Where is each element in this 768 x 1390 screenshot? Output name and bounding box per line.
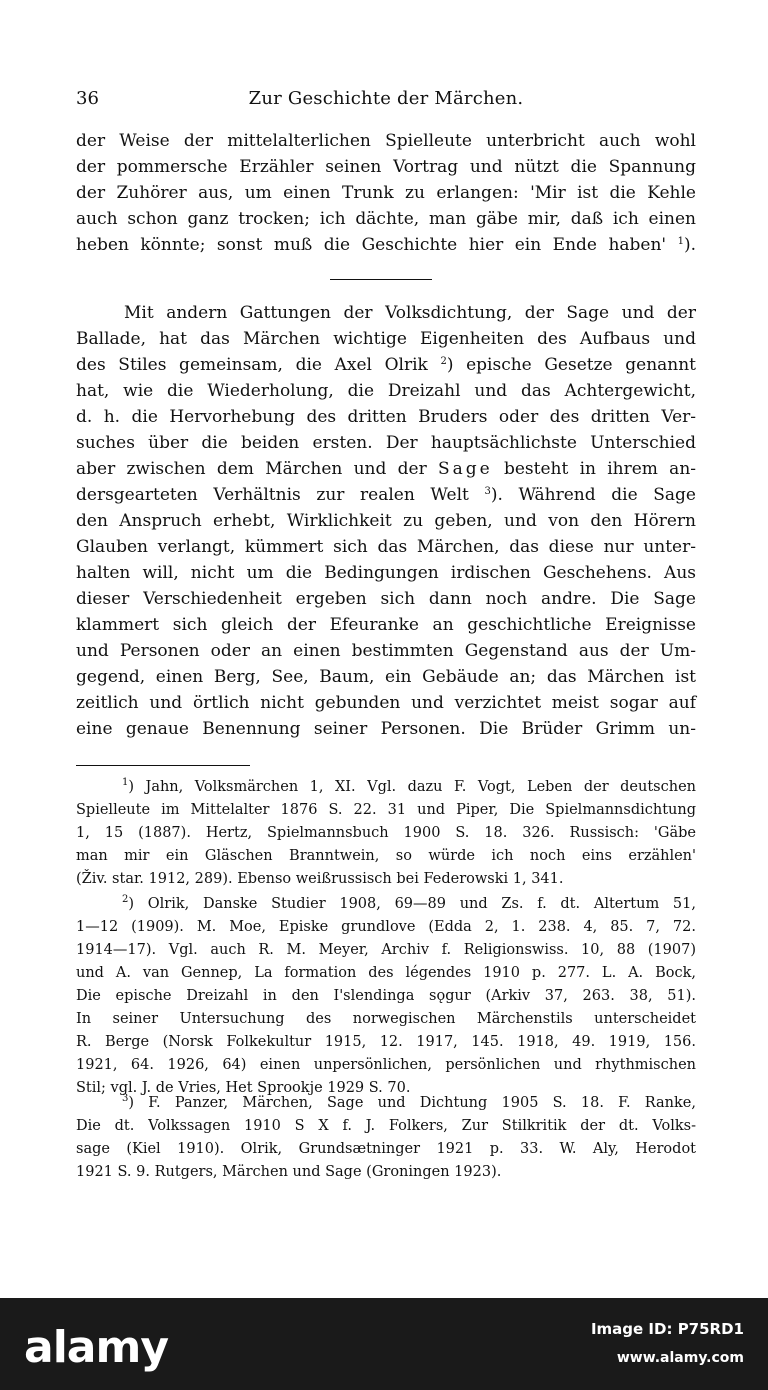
- paragraph-2-line: hat, wie die Wiederholung, die Dreizahl und das Achtergewicht,: [76, 381, 696, 401]
- footnote-1-line: man mir ein Gläschen Branntwein, so würde ich noch eins erzählen': [76, 848, 696, 864]
- footnote-2-mark: 2: [122, 894, 129, 905]
- paragraph-2-line: [76, 352, 696, 378]
- footnote-2-line: [76, 893, 696, 916]
- spaced-word-sage: Sage: [437, 459, 493, 479]
- running-title: Zur Geschichte der Märchen.: [248, 88, 524, 109]
- footnote-rule: [76, 765, 250, 766]
- text-run: ) epische Gesetze genannt: [446, 355, 697, 375]
- footnote-2-line: In seiner Untersuchung des norwegischen Märchenstils unterscheidet: [76, 1011, 696, 1027]
- footnote-2-line: 1914—17). Vgl. auch R. M. Meyer, Archiv f. Religionswiss. 10, 88 (1907): [76, 942, 696, 958]
- page-number: 36: [76, 88, 99, 109]
- paragraph-2-line: zeitlich und örtlich nicht gebunden und verzichtet meist sogar auf: [76, 693, 696, 713]
- text-run: ) Olrik, Danske Studier 1908, 69—89 und Zs. f. dt. Altertum 51,: [128, 896, 696, 912]
- paragraph-2-line: [76, 482, 696, 508]
- paragraph-2-line: halten will, nicht um die Bedingungen irdischen Geschehens. Aus: [76, 563, 696, 583]
- footnote-3-line: 1921 S. 9. Rutgers, Märchen und Sage (Groningen 1923).: [76, 1164, 502, 1180]
- paragraph-2-line: d. h. die Hervorhebung des dritten Bruders oder des dritten Ver-: [76, 407, 696, 427]
- text-run: heben könnte; sonst muß die Geschichte hier ein Ende haben': [76, 235, 667, 255]
- footnote-ref-3: 3: [484, 486, 491, 497]
- text-run: ). Während die Sage: [490, 485, 696, 505]
- text-run: ) F. Panzer, Märchen, Sage und Dichtung 1905 S. 18. F. Ranke,: [128, 1095, 696, 1111]
- paragraph-2-line: und Personen oder an einen bestimmten Gegenstand aus der Um-: [76, 641, 696, 661]
- paragraph-2-line: suches über die beiden ersten. Der hauptsächlichste Unterschied: [76, 433, 696, 453]
- text-run: dersgearteten Verhältnis zur realen Welt: [76, 485, 469, 505]
- section-divider: [330, 279, 432, 280]
- paragraph-2-line: [76, 456, 696, 482]
- paragraph-2-line: gegend, einen Berg, See, Baum, ein Gebäude an; das Märchen ist: [76, 667, 696, 687]
- watermark-bar: [0, 1298, 768, 1390]
- text-run: ) Jahn, Volksmärchen 1, XI. Vgl. dazu F. Vogt, Leben der deutschen: [128, 779, 696, 795]
- paragraph-2-line: den Anspruch erhebt, Wirklichkeit zu geben, und von den Hörern: [76, 511, 696, 531]
- footnote-1-line: (Živ. star. 1912, 289). Ebenso weißrussisch bei Federowski 1, 341.: [76, 871, 564, 887]
- text-run: des Stiles gemeinsam, die Axel Olrik: [76, 355, 428, 375]
- footnote-2-line: 1921, 64. 1926, 64) einen unpersönlichen, persönlichen und rhythmischen: [76, 1057, 696, 1073]
- text-run: besteht in ihrem an-: [503, 459, 697, 479]
- footnote-2-line: 1—12 (1909). M. Moe, Episke grundlove (Edda 2, 1. 238. 4, 85. 7, 72.: [76, 919, 696, 935]
- paragraph-2-line: dieser Verschiedenheit ergeben sich dann noch andre. Die Sage: [76, 589, 696, 609]
- paragraph-2-line: Glauben verlangt, kümmert sich das Märchen, das diese nur unter-: [76, 537, 696, 557]
- footnote-3-line: sage (Kiel 1910). Olrik, Grundsætninger 1921 p. 33. W. Aly, Herodot: [76, 1141, 696, 1157]
- paragraph-1-line: der pommersche Erzähler seinen Vortrag und nützt die Spannung: [76, 157, 696, 177]
- paragraph-1-line: der Zuhörer aus, um einen Trunk zu erlangen: 'Mir ist die Kehle: [76, 183, 696, 203]
- paragraph-2-line: Ballade, hat das Märchen wichtige Eigenheiten des Aufbaus und: [76, 329, 696, 349]
- paragraph-2-line: Mit andern Gattungen der Volksdichtung, der Sage und der: [124, 303, 696, 323]
- footnote-1-line: Spielleute im Mittelalter 1876 S. 22. 31 und Piper, Die Spielmannsdichtung: [76, 802, 696, 818]
- footnote-2-line: und A. van Gennep, La formation des légendes 1910 p. 277. L. A. Bock,: [76, 965, 696, 981]
- footnote-2-line: Stil; vgl. J. de Vries, Het Sprookje 1929 S. 70.: [76, 1080, 411, 1096]
- footnote-3-line: Die dt. Volkssagen 1910 S X f. J. Folkers, Zur Stilkritik der dt. Volks-: [76, 1118, 696, 1134]
- footnote-1-line: 1, 15 (1887). Hertz, Spielmannsbuch 1900 S. 18. 326. Russisch: 'Gäbe: [76, 825, 696, 841]
- footnote-3-line: [76, 1092, 696, 1115]
- page-header: [76, 88, 696, 112]
- footnote-3-mark: 3: [122, 1093, 129, 1104]
- text-run: ).: [683, 235, 696, 255]
- paragraph-2-line: eine genaue Benennung seiner Personen. Die Brüder Grimm un-: [76, 719, 696, 739]
- paragraph-2-line: klammert sich gleich der Efeuranke an geschichtliche Ereignisse: [76, 615, 696, 635]
- footnote-1-line: [76, 776, 696, 799]
- footnote-ref-2: 2: [440, 356, 447, 367]
- paragraph-1-line: auch schon ganz trocken; ich dächte, man gäbe mir, daß ich einen: [76, 209, 696, 229]
- footnote-ref-1: 1: [677, 236, 684, 247]
- footnote-1-mark: 1: [122, 777, 129, 788]
- image-id: Image ID: P75RD1: [590, 1320, 744, 1338]
- text-run: aber zwischen dem Märchen und der: [76, 459, 427, 479]
- paragraph-1-line: [76, 232, 696, 258]
- paragraph-1-line: der Weise der mittelalterlichen Spielleute unterbricht auch wohl: [76, 131, 696, 151]
- footnote-2-line: Die epische Dreizahl in den I'slendinga sǫgur (Arkiv 37, 263. 38, 51).: [76, 988, 696, 1004]
- site-url: www.alamy.com: [616, 1350, 744, 1366]
- alamy-logo: alamy: [24, 1322, 168, 1373]
- footnote-2-line: R. Berge (Norsk Folkekultur 1915, 12. 1917, 145. 1918, 49. 1919, 156.: [76, 1034, 696, 1050]
